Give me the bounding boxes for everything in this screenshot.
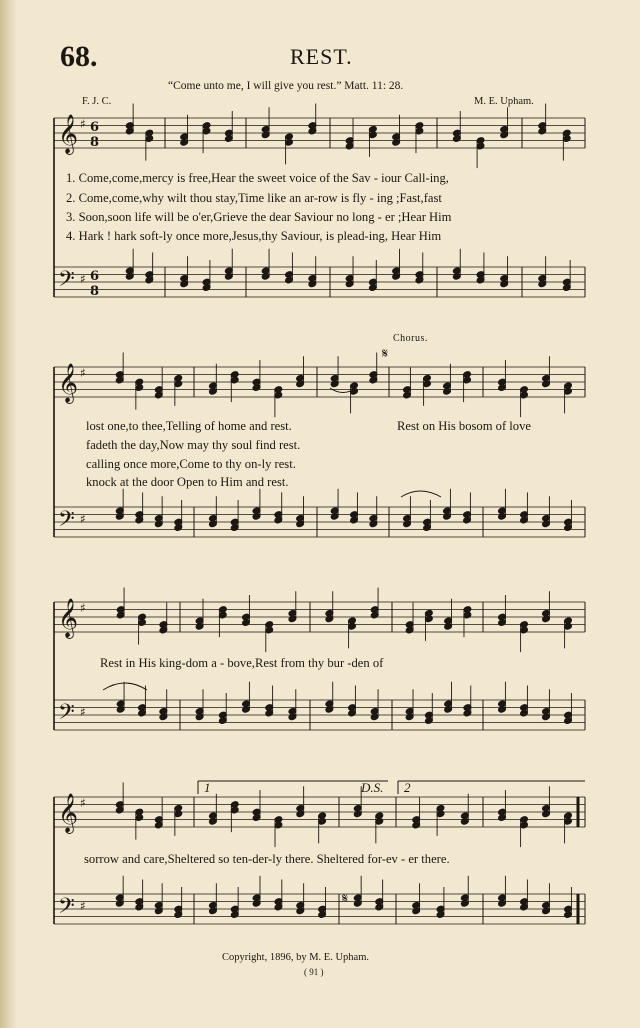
tie-slur <box>401 491 441 497</box>
key-signature-sharp-icon: ♯ <box>80 366 86 380</box>
bass-clef-icon: 𝄢 <box>58 894 75 924</box>
segno-sign-icon: 𝄋 <box>342 891 349 907</box>
treble-clef-icon: 𝄞 <box>58 363 79 403</box>
verse-line-3: 3. Soon,soon life will be o'er,Grieve the dear Saviour no long - er ;Hear Him <box>66 210 452 224</box>
tie-slur <box>103 683 147 690</box>
scripture-reference: “Come unto me, I will give you rest.” Matt. 11: 28. <box>168 80 404 92</box>
key-signature-sharp-icon: ♯ <box>80 117 86 131</box>
time-signature-numerator: 6 <box>90 120 100 135</box>
time-signature-numerator: 6 <box>90 269 100 284</box>
verse-continuation-3: calling once more,Come to thy on-ly rest. <box>86 457 296 471</box>
bass-clef-icon: 𝄢 <box>58 267 75 297</box>
bass-clef-icon: 𝄢 <box>58 507 75 537</box>
dal-segno-label: D.S. <box>361 780 384 795</box>
words-author: F. J. C. <box>82 96 112 107</box>
verse-continuation-4: knock at the door Open to Him and rest. <box>86 475 289 489</box>
key-signature-sharp-icon: ♯ <box>80 705 86 719</box>
key-signature-sharp-icon: ♯ <box>80 272 86 286</box>
verse-line-4: 4. Hark ! hark soft-ly once more,Jesus,thy Saviour, is plead-ing, Hear Him <box>66 229 442 243</box>
chorus-lyric-line-3: sorrow and care,Sheltered so ten-der-ly there. Sheltered for-ev - er there. <box>84 852 450 866</box>
key-signature-sharp-icon: ♯ <box>80 899 86 913</box>
key-signature-sharp-icon: ♯ <box>80 512 86 526</box>
verse-continuation-1: lost one,to thee,Telling of home and rest. <box>86 419 292 433</box>
treble-clef-icon: 𝄞 <box>58 598 79 638</box>
first-ending-label: 1 <box>204 780 211 795</box>
music-composer: M. E. Upham. <box>474 96 534 107</box>
segno-sign-icon: 𝄋 <box>382 346 389 362</box>
key-signature-sharp-icon: ♯ <box>80 601 86 615</box>
chorus-label: Chorus. <box>393 333 428 344</box>
chorus-lyric-line-2: Rest in His king-dom a - bove,Rest from thy bur -den of <box>100 656 384 670</box>
time-signature-denominator: 8 <box>90 135 100 150</box>
chorus-lyric: Rest on His bosom of love <box>397 419 531 433</box>
verse-line-2: 2. Come,come,why wilt thou stay,Time like an ar-row is fly - ing ;Fast,fast <box>66 191 442 205</box>
bass-clef-icon: 𝄢 <box>58 700 75 730</box>
copyright-notice: Copyright, 1896, by M. E. Upham. <box>222 952 369 963</box>
key-signature-sharp-icon: ♯ <box>80 796 86 810</box>
hymn-number: 68. <box>60 40 98 73</box>
hymn-title: REST. <box>290 44 353 69</box>
verse-continuation-2: fadeth the day,Now may thy soul find rest. <box>86 438 301 452</box>
treble-clef-icon: 𝄞 <box>58 793 79 833</box>
page-number: ( 91 ) <box>304 967 324 977</box>
treble-clef-icon: 𝄞 <box>58 114 79 154</box>
time-signature-denominator: 8 <box>90 284 100 299</box>
verse-line-1: 1. Come,come,mercy is free,Hear the sweet voice of the Sav - iour Call-ing, <box>66 171 449 185</box>
second-ending-label: 2 <box>404 780 411 795</box>
